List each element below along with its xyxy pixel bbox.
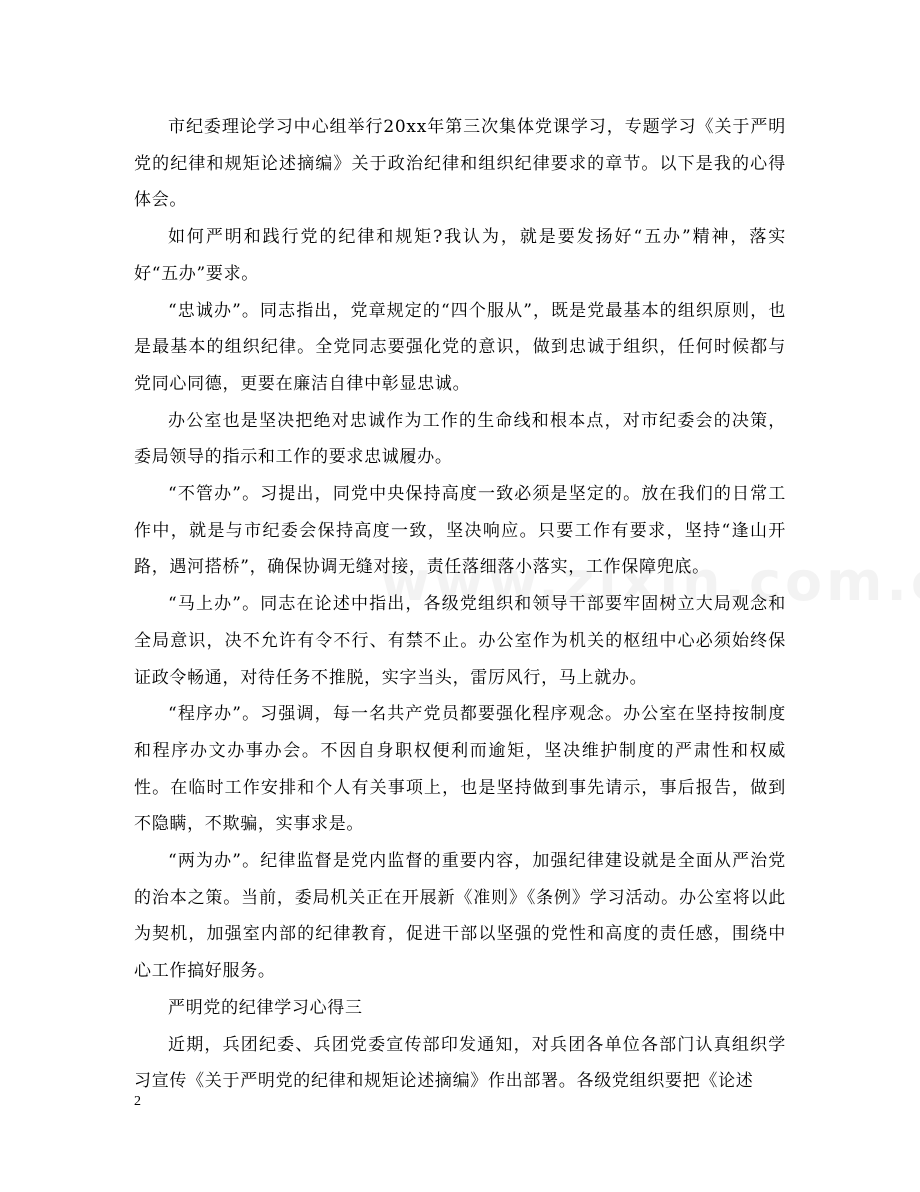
paragraph: “程序办”。习强调，每一名共产党员都要强化程序观念。办公室在坚持按制度和程序办文办事办会。不因自身职权便利而逾矩，坚决维护制度的严肃性和权威性。在临时工作安排和个人有关事项上，也是坚持做到事先请示，事后报告，做到不隐瞒，不欺骗，实事求是。 — [134, 704, 786, 835]
paragraph: 市纪委理论学习中心组举行20xx年第三次集体党课学习，专题学习《关于严明党的纪律和规矩论述摘编》关于政治纪律和组织纪律要求的章节。以下是我的心得体会。 — [134, 117, 786, 211]
page-number: 2 — [134, 1094, 141, 1109]
paragraph: 近期，兵团纪委、兵团党委宣传部印发通知，对兵团各单位各部门认真组织学习宣传《关于严明党的纪律和规矩论述摘编》作出部署。各级党组织要把《论述 — [134, 1034, 786, 1092]
document-body — [134, 109, 786, 1100]
paragraph: 如何严明和践行党的纪律和规矩?我认为，就是要发扬好“五办”精神，落实好“五办”要求。 — [134, 227, 786, 284]
section-heading: 严明党的纪律学习心得三 — [168, 997, 363, 1018]
paragraph: “马上办”。同志在论述中指出，各级党组织和领导干部要牢固树立大局观念和全局意识，决不允许有令不行、有禁不止。办公室作为机关的枢纽中心必须始终保证政令畅通，对待任务不推脱，实字当头，雷厉风行，马上就办。 — [134, 594, 786, 688]
paragraph: 办公室也是坚决把绝对忠诚作为工作的生命线和根本点，对市纪委会的决策，委局领导的指示和工作的要求忠诚履办。 — [134, 410, 786, 468]
paragraph: “忠诚办”。同志指出，党章规定的“四个服从”，既是党最基本的组织原则，也是最基本的组织纪律。全党同志要强化党的意识，做到忠诚于组织，任何时候都与党同心同德，更要在廉洁自律中彰显忠诚。 — [134, 300, 786, 394]
paragraph: “两为办”。纪律监督是党内监督的重要内容，加强纪律建设就是全面从严治党的治本之策。当前，委局机关正在开展新《准则》《条例》学习活动。办公室将以此为契机，加强室内部的纪律教育，促进干部以坚强的党性和高度的责任感，围绕中心工作搞好服务。 — [134, 851, 786, 982]
paragraph: “不管办”。习提出，同党中央保持高度一致必须是坚定的。放在我们的日常工作中，就是与市纪委会保持高度一致，坚决响应。只要工作有要求，坚持“逢山开路，遇河搭桥”，确保协调无缝对接，责任落细落小落实，工作保障兜底。 — [134, 484, 786, 578]
